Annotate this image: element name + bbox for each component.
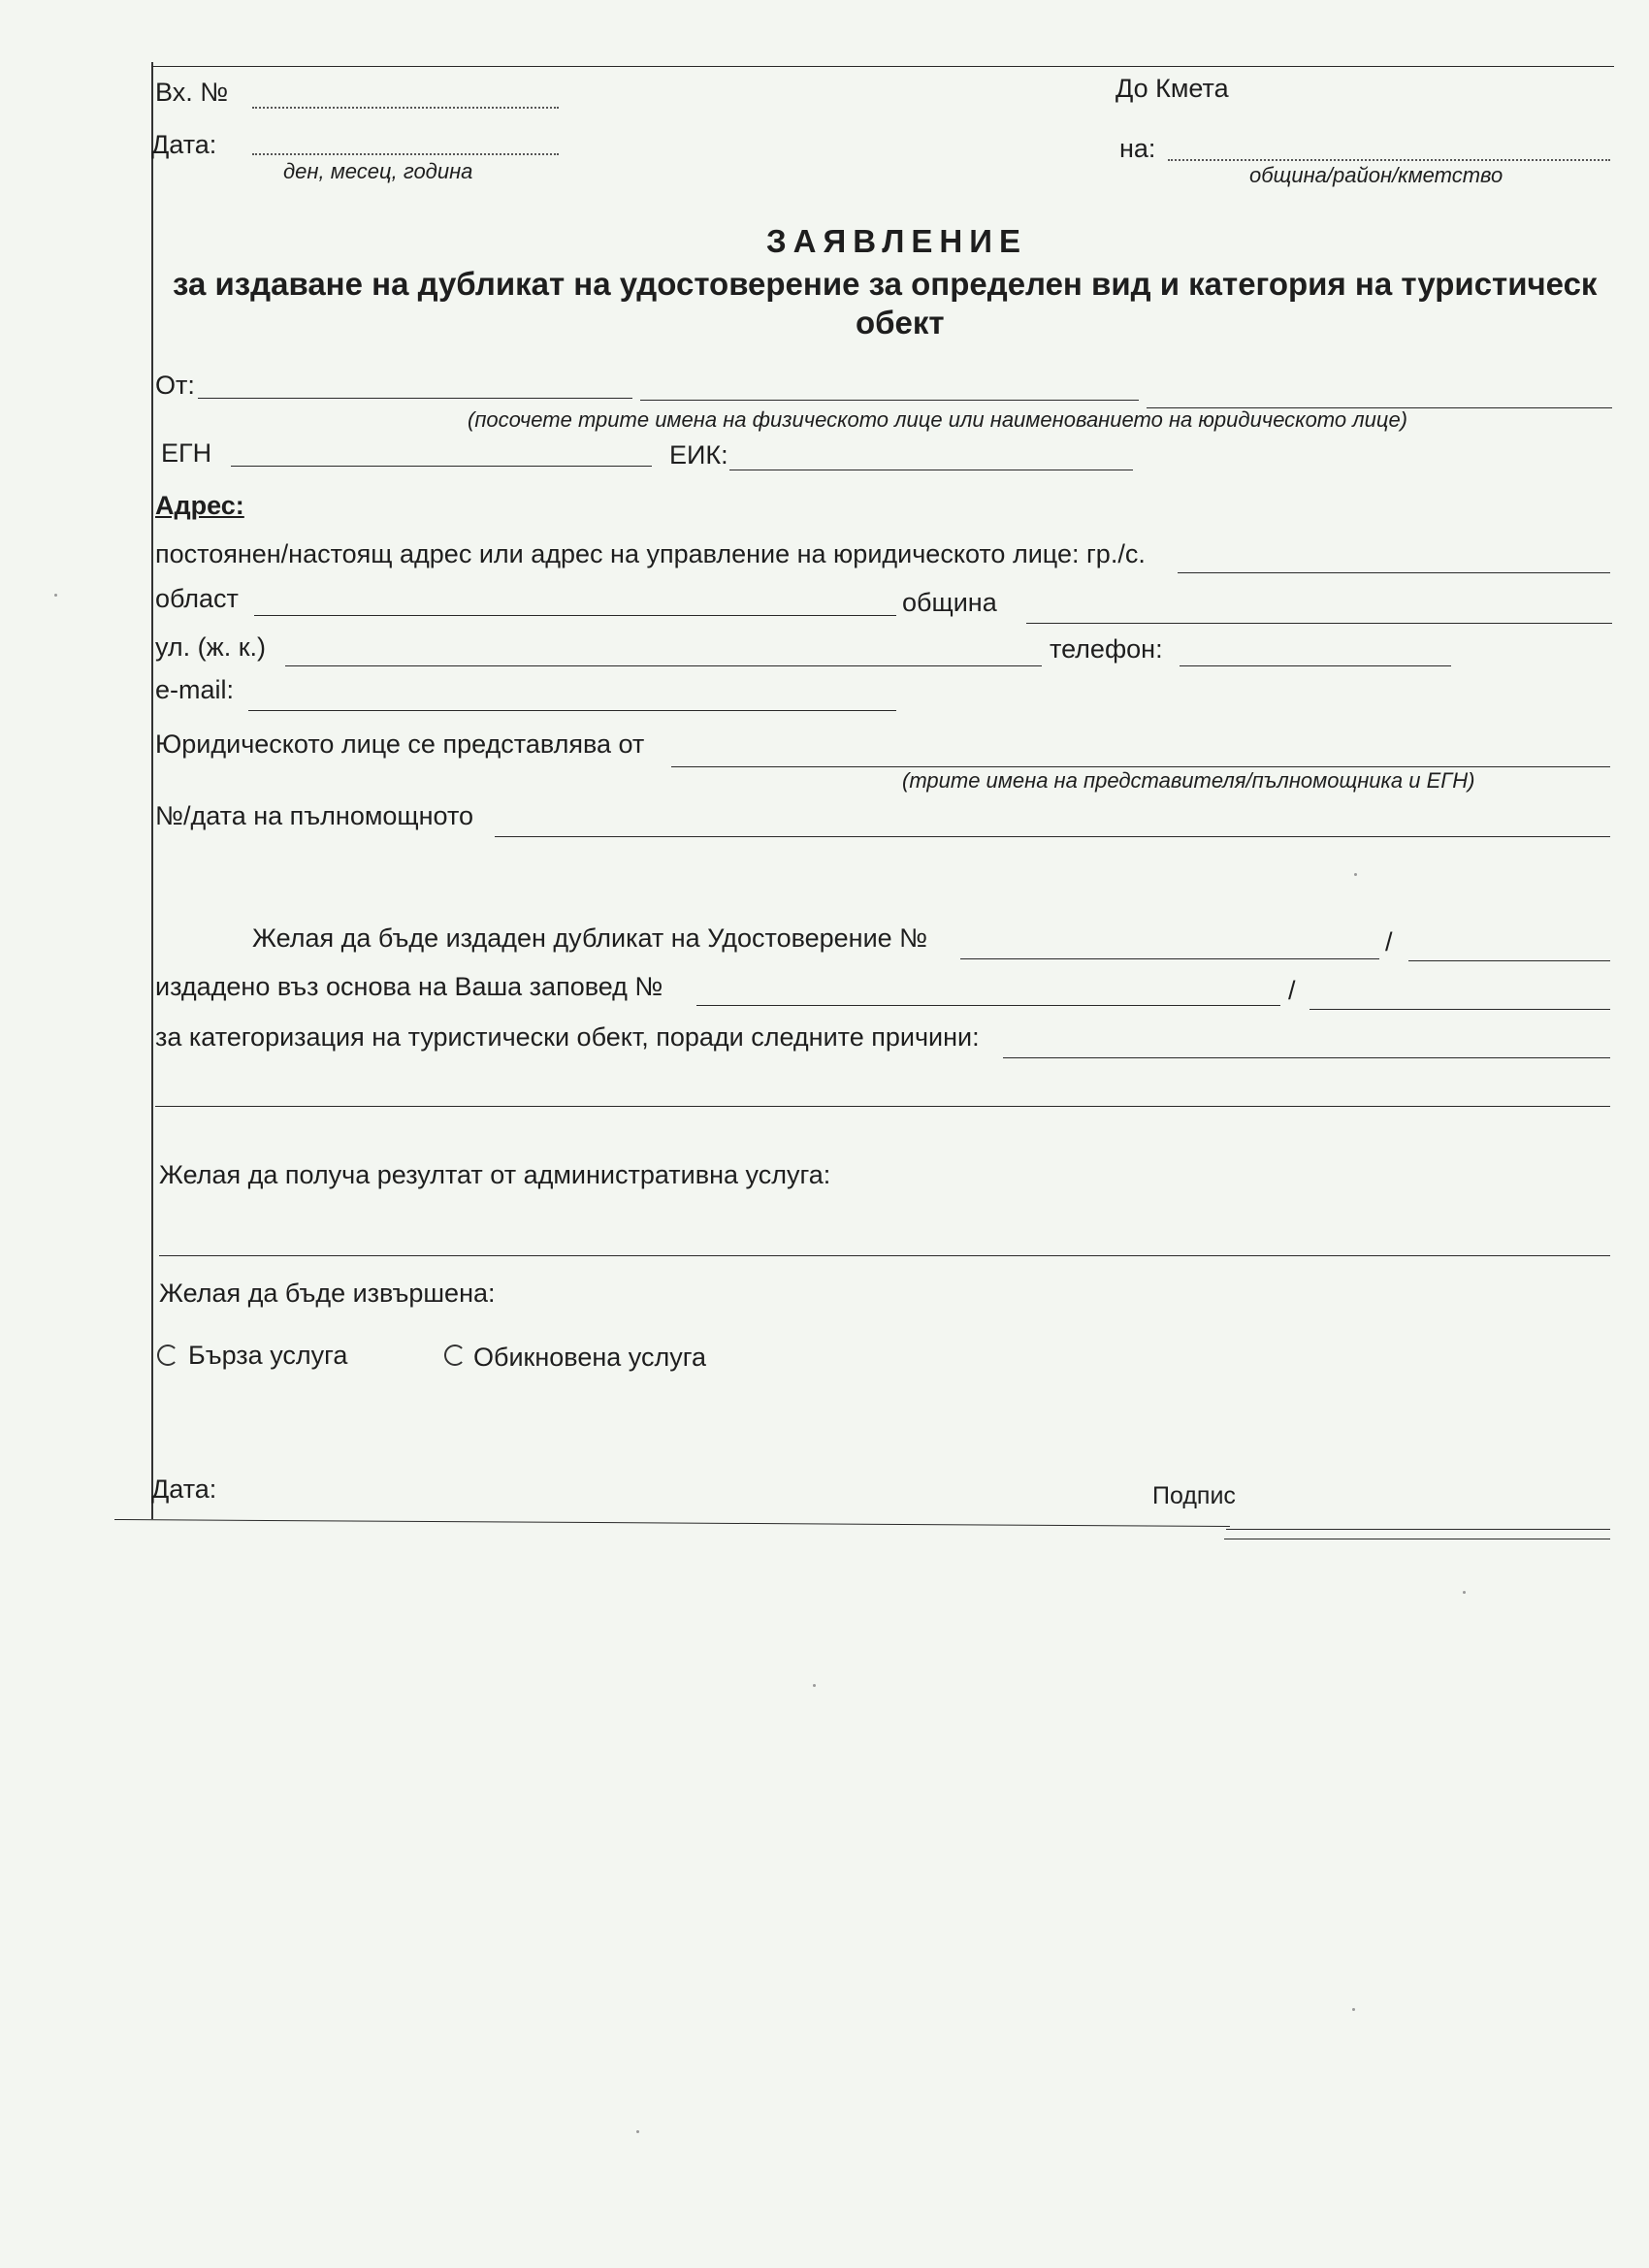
form-bottom-border [114,1519,1230,1527]
incoming-no-field[interactable] [252,107,559,109]
street-label: ул. (ж. к.) [155,632,267,662]
regular-service-radio[interactable] [444,1345,466,1366]
result-method-label: Желая да получа резултат от административна услуга: [159,1160,831,1189]
form-top-border [151,66,1614,67]
permanent-address-label: постоянен/настоящ адрес или адрес на управление на юридическото лице: гр./с. [155,539,1146,568]
middle-name-field[interactable] [640,400,1139,401]
proxy-label: №/дата на пълномощното [155,801,474,830]
incoming-no-label: Вх. № [155,78,229,107]
page-subtitle-line1: за издаване на дубликат на удостоверение за определен вид и категория на туристическ [173,266,1598,302]
regular-service-label: Обикновена услуга [473,1343,706,1372]
reasons-label: за категоризация на туристически обект, поради следните причини: [155,1022,980,1052]
order-slash: / [1288,976,1296,1005]
of-label: на: [1119,134,1156,163]
scan-speck [813,1684,816,1687]
certificate-no-field[interactable] [960,958,1379,959]
header-date-label: Дата: [151,130,217,159]
page-subtitle-line2: обект [856,305,945,340]
reasons-field-1[interactable] [1003,1057,1610,1058]
signature-field[interactable] [1226,1529,1610,1530]
municipality-address-field[interactable] [1026,623,1612,624]
representative-field[interactable] [671,766,1610,767]
order-no-field[interactable] [696,1005,1280,1006]
scan-speck [636,2130,639,2133]
city-field[interactable] [1178,572,1610,573]
region-label: област [155,584,239,613]
first-name-field[interactable] [198,398,632,399]
represented-by-label: Юридическото лице се представлява от [155,729,645,759]
duplicate-request-label: Желая да бъде издаден дубликат на Удостоверение № [252,923,928,953]
certificate-slash: / [1385,927,1393,956]
certificate-date-field[interactable] [1408,960,1610,961]
footer-date-label: Дата: [151,1474,217,1504]
municipality-label: община [902,588,997,617]
names-hint: (посочете трите имена на физическото лице или наименованието на юридическото лице) [468,407,1408,432]
order-date-field[interactable] [1310,1009,1610,1010]
issued-order-label: издадено въз основа на Ваша заповед № [155,972,663,1001]
address-heading: Адрес: [155,491,244,520]
signature-label: Подпис [1152,1482,1236,1509]
result-method-field[interactable] [159,1255,1610,1256]
egn-field[interactable] [231,466,652,467]
fast-service-label: Бърза услуга [188,1341,348,1370]
phone-label: телефон: [1050,634,1163,664]
scan-speck [1463,1591,1466,1594]
form-left-border [151,62,153,1519]
email-field[interactable] [248,710,896,711]
representative-hint: (трите имена на представителя/пълномощника и ЕГН) [902,768,1475,793]
from-label: От: [155,371,195,400]
scan-speck [1354,873,1357,876]
header-date-field[interactable] [252,153,559,155]
phone-field[interactable] [1180,665,1451,666]
municipality-hint: община/район/кметство [1249,163,1504,187]
reasons-field-2[interactable] [155,1106,1610,1107]
to-mayor-label: До Кмета [1116,74,1229,103]
page-title: ЗАЯВЛЕНИЕ [766,223,1027,259]
eik-label: ЕИК: [669,440,728,470]
region-field[interactable] [254,615,896,616]
scan-speck [1352,2008,1355,2011]
scan-speck [54,594,57,597]
street-field[interactable] [285,665,1042,666]
email-label: e-mail: [155,675,235,704]
egn-label: ЕГН [161,438,212,468]
perform-label: Желая да бъде извършена: [159,1279,496,1308]
proxy-field[interactable] [495,836,1610,837]
municipality-field[interactable] [1168,159,1610,161]
date-hint: ден, месец, година [283,159,473,183]
fast-service-radio[interactable] [157,1345,178,1366]
